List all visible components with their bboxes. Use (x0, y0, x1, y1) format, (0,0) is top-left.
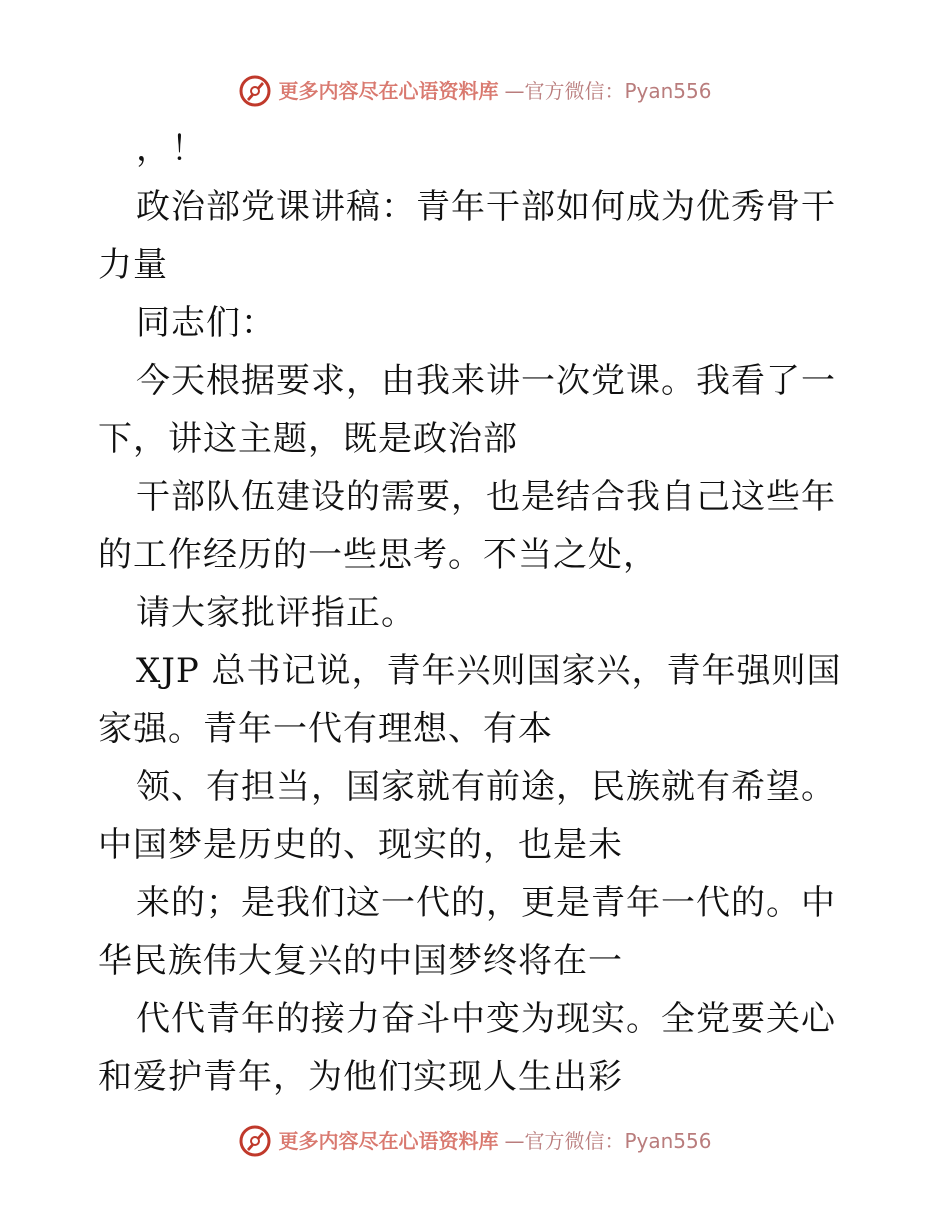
paragraph: 领、有担当，国家就有前途，民族就有希望。中国梦是历史的、现实的，也是未 (98, 767, 836, 865)
quill-logo-icon (238, 1124, 272, 1158)
paragraph: ，！ (136, 129, 206, 169)
watermark-text: 更多内容尽在心语资料库 (278, 1129, 499, 1153)
paragraph: 今天根据要求，由我来讲一次党课。我看了一下，讲这主题，既是政治部 (98, 361, 836, 459)
paragraph: 请大家批评指正。 (136, 593, 416, 633)
paragraph: 同志们： (136, 303, 276, 343)
paragraph: 干部队伍建设的需要，也是结合我自己这些年的工作经历的一些思考。不当之处， (98, 477, 836, 575)
watermark-wechat: —官方微信：Pyan556 (504, 1129, 712, 1153)
quill-logo-icon (238, 74, 272, 108)
watermark-text: 更多内容尽在心语资料库 (278, 79, 499, 103)
document-body (98, 120, 852, 1106)
paragraph: 代代青年的接力奋斗中变为现实。全党要关心和爱护青年，为他们实现人生出彩 (98, 999, 836, 1097)
paragraph: XJP 总书记说，青年兴则国家兴，青年强则国家强。青年一代有理想、有本 (98, 651, 842, 749)
paragraph: 来的；是我们这一代的，更是青年一代的。中华民族伟大复兴的中国梦终将在一 (98, 883, 836, 981)
document-title: 政治部党课讲稿：青年干部如何成为优秀骨干力量 (98, 187, 836, 285)
footer-watermark (0, 1124, 950, 1158)
watermark-wechat: —官方微信：Pyan556 (504, 79, 712, 103)
header-watermark (0, 74, 950, 108)
